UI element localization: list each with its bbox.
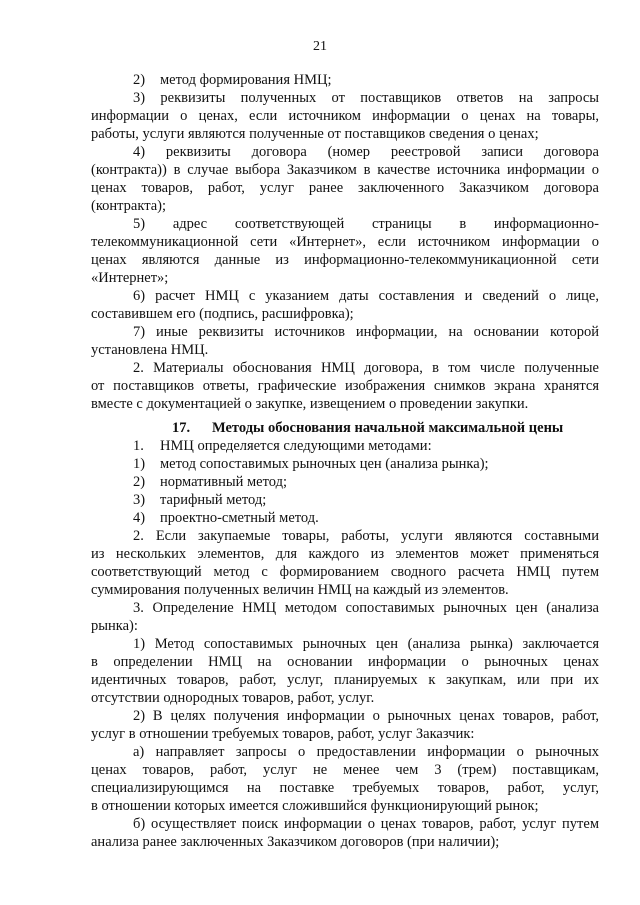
text-line: работы, услуги являются полученные от поставщиков сведения о ценах; bbox=[91, 126, 539, 142]
text-line: рынка): bbox=[91, 618, 138, 634]
list-marker: 2) bbox=[133, 474, 146, 490]
page-number: 21 bbox=[313, 39, 327, 54]
text-line: установлена НМЦ. bbox=[91, 342, 209, 358]
text-line: 2) В целях получения информации о рыночных ценах товаров, работ, bbox=[133, 708, 599, 724]
text-line: ценах являются данные из информационно-телекоммуникационной сети bbox=[91, 252, 599, 268]
text-line: тарифный метод; bbox=[160, 492, 267, 508]
text-line: ценах товаров, работ, услуг ранее заключенного Заказчиком договора bbox=[91, 180, 599, 196]
text-line: в отношении которых имеется сложившийся функционирующий рынок; bbox=[91, 798, 539, 814]
text-line: из нескольких элементов, для каждого из элементов может применяться bbox=[91, 546, 599, 562]
section-heading: Методы обоснования начальной максимальной цены bbox=[212, 420, 564, 436]
text-line: метод формирования НМЦ; bbox=[160, 72, 332, 88]
text-line: метод сопоставимых рыночных цен (анализа рынка); bbox=[160, 456, 489, 472]
text-line: а) направляет запросы о предоставлении информации о рыночных bbox=[133, 744, 599, 760]
text-line: б) осуществляет поиск информации о ценах товаров, работ, услуг путем bbox=[133, 816, 599, 832]
text-line: «Интернет»; bbox=[91, 270, 169, 286]
text-line: 3) реквизиты полученных от поставщиков ответов на запросы bbox=[133, 90, 599, 106]
text-line: анализа ранее заключенных Заказчиком договоров (при наличии); bbox=[91, 834, 500, 850]
text-line: 4) реквизиты договора (номер реестровой записи договора bbox=[133, 144, 599, 160]
text-line: от поставщиков ответы, графические изображения снимков экрана хранятся bbox=[91, 378, 599, 394]
text-line: суммирования полученных величин НМЦ на каждый из элементов. bbox=[91, 582, 509, 598]
text-line: составившем его (подпись, расшифровка); bbox=[91, 306, 354, 322]
text-line: информации о ценах, если источником информации о ценах на товары, bbox=[91, 108, 599, 124]
text-line: отсутствии однородных товаров, работ, услуг. bbox=[91, 690, 375, 706]
list-marker: 2) bbox=[133, 72, 146, 88]
text-line: нормативный метод; bbox=[160, 474, 288, 490]
text-line: услуг в отношении требуемых товаров, работ, услуг Заказчик: bbox=[91, 726, 475, 742]
list-marker: 1. bbox=[133, 438, 144, 454]
text-line: соответствующий метод с формированием сводного расчета НМЦ путем bbox=[91, 564, 599, 580]
text-line: идентичных товаров, работ, услуг, планируемых к закупкам, или при их bbox=[91, 672, 599, 688]
text-line: проектно-сметный метод. bbox=[160, 510, 319, 526]
text-line: 6) расчет НМЦ с указанием даты составления и сведений о лице, bbox=[133, 288, 599, 304]
text-line: вместе с документацией о закупке, извещением о проведении закупки. bbox=[91, 396, 529, 412]
text-line: в определении НМЦ на основании информации о рыночных ценах bbox=[91, 654, 599, 670]
list-marker: 3) bbox=[133, 492, 146, 508]
text-line: 1) Метод сопоставимых рыночных цен (анализа рынка) заключается bbox=[133, 636, 599, 652]
list-marker: 4) bbox=[133, 510, 146, 526]
text-line: (контракта)) в случае выбора Заказчиком в качестве источника информации о bbox=[91, 162, 599, 178]
list-marker: 1) bbox=[133, 456, 146, 472]
text-line: НМЦ определяется следующими методами: bbox=[160, 438, 432, 454]
text-line: 2. Материалы обоснования НМЦ договора, в том числе полученные bbox=[133, 360, 599, 376]
section-number: 17. bbox=[172, 420, 191, 436]
text-line: (контракта); bbox=[91, 198, 167, 214]
text-line: 3. Определение НМЦ методом сопоставимых рыночных цен (анализа bbox=[133, 600, 599, 616]
text-line: ценах товаров, работ, услуг не менее чем 3 (трем) поставщикам, bbox=[91, 762, 599, 778]
text-line: 2. Если закупаемые товары, работы, услуги являются составными bbox=[133, 528, 599, 544]
text-line: 5) адрес соответствующей страницы в информационно- bbox=[133, 216, 599, 232]
text-line: 7) иные реквизиты источников информации, на основании которой bbox=[133, 324, 599, 340]
text-line: специализирующимся на поставке требуемых товаров, работ, услуг, bbox=[91, 780, 599, 796]
text-line: телекоммуникационной сети «Интернет», если источником информации о bbox=[91, 234, 599, 250]
